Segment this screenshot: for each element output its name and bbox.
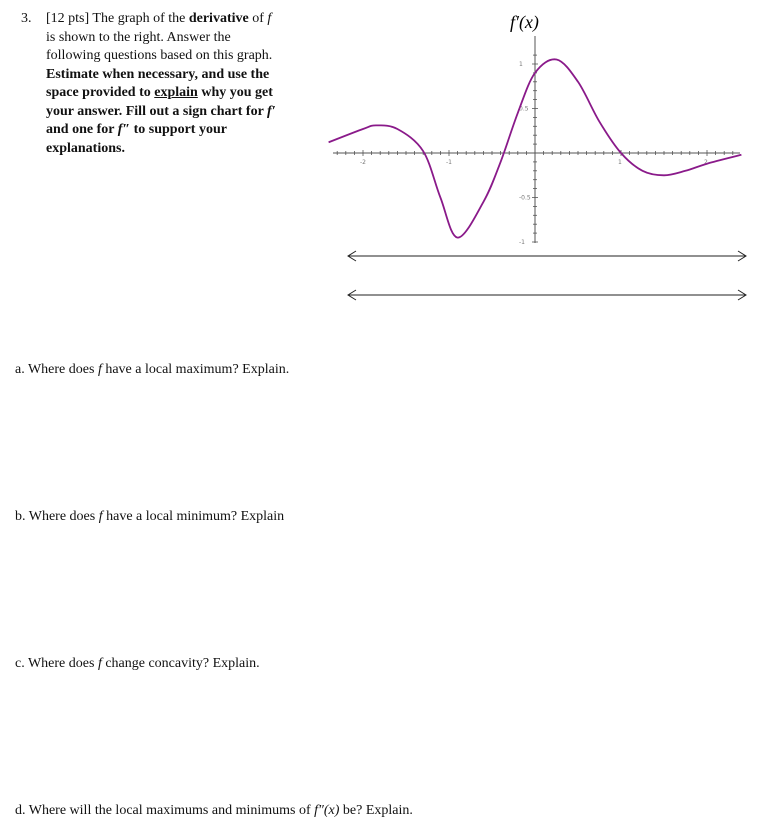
y-tick-label: 0.5 xyxy=(519,105,529,113)
sign-chart-f-prime-line[interactable] xyxy=(348,251,746,261)
x-tick-label: -2 xyxy=(360,159,366,166)
y-tick-label: -0.5 xyxy=(519,194,531,202)
intro-line-3: following questions based on this graph. xyxy=(46,48,273,63)
question-a: a. Where does f have a local maximum? Explain. xyxy=(15,362,290,377)
x-tick-label: -1 xyxy=(446,159,452,166)
graph-axes xyxy=(333,36,740,243)
intro-line-7: and one for f″ to support your xyxy=(46,122,227,137)
question-d: d. Where will the local maximums and minimums of f″(x) be? Explain. xyxy=(15,803,413,818)
question-b: b. Where does f have a local minimum? Explain xyxy=(15,509,285,524)
intro-line-2: is shown to the right. Answer the xyxy=(46,29,231,45)
intro-line-5: space provided to explain why you get xyxy=(46,85,273,100)
problem-number: 3. xyxy=(21,11,32,26)
x-tick-label: 1 xyxy=(618,159,622,166)
x-tick-label: 2 xyxy=(704,159,708,166)
graph-title: f′(x) xyxy=(510,12,539,32)
intro-line-4: Estimate when necessary, and use the xyxy=(46,66,270,82)
intro-line-1: [12 pts] The graph of the derivative of f xyxy=(46,11,272,26)
intro-line-8: explanations. xyxy=(46,140,125,156)
sign-chart-f-double-prime-line[interactable] xyxy=(348,290,746,300)
problem-points: [12 pts] xyxy=(46,11,90,26)
y-tick-label: -1 xyxy=(519,239,525,246)
question-c: c. Where does f change concavity? Explain. xyxy=(15,656,260,671)
intro-line-6: your answer. Fill out a sign chart for f′ xyxy=(46,103,276,119)
sign-chart-number-lines xyxy=(348,251,746,300)
y-tick-label: 1 xyxy=(519,61,523,68)
